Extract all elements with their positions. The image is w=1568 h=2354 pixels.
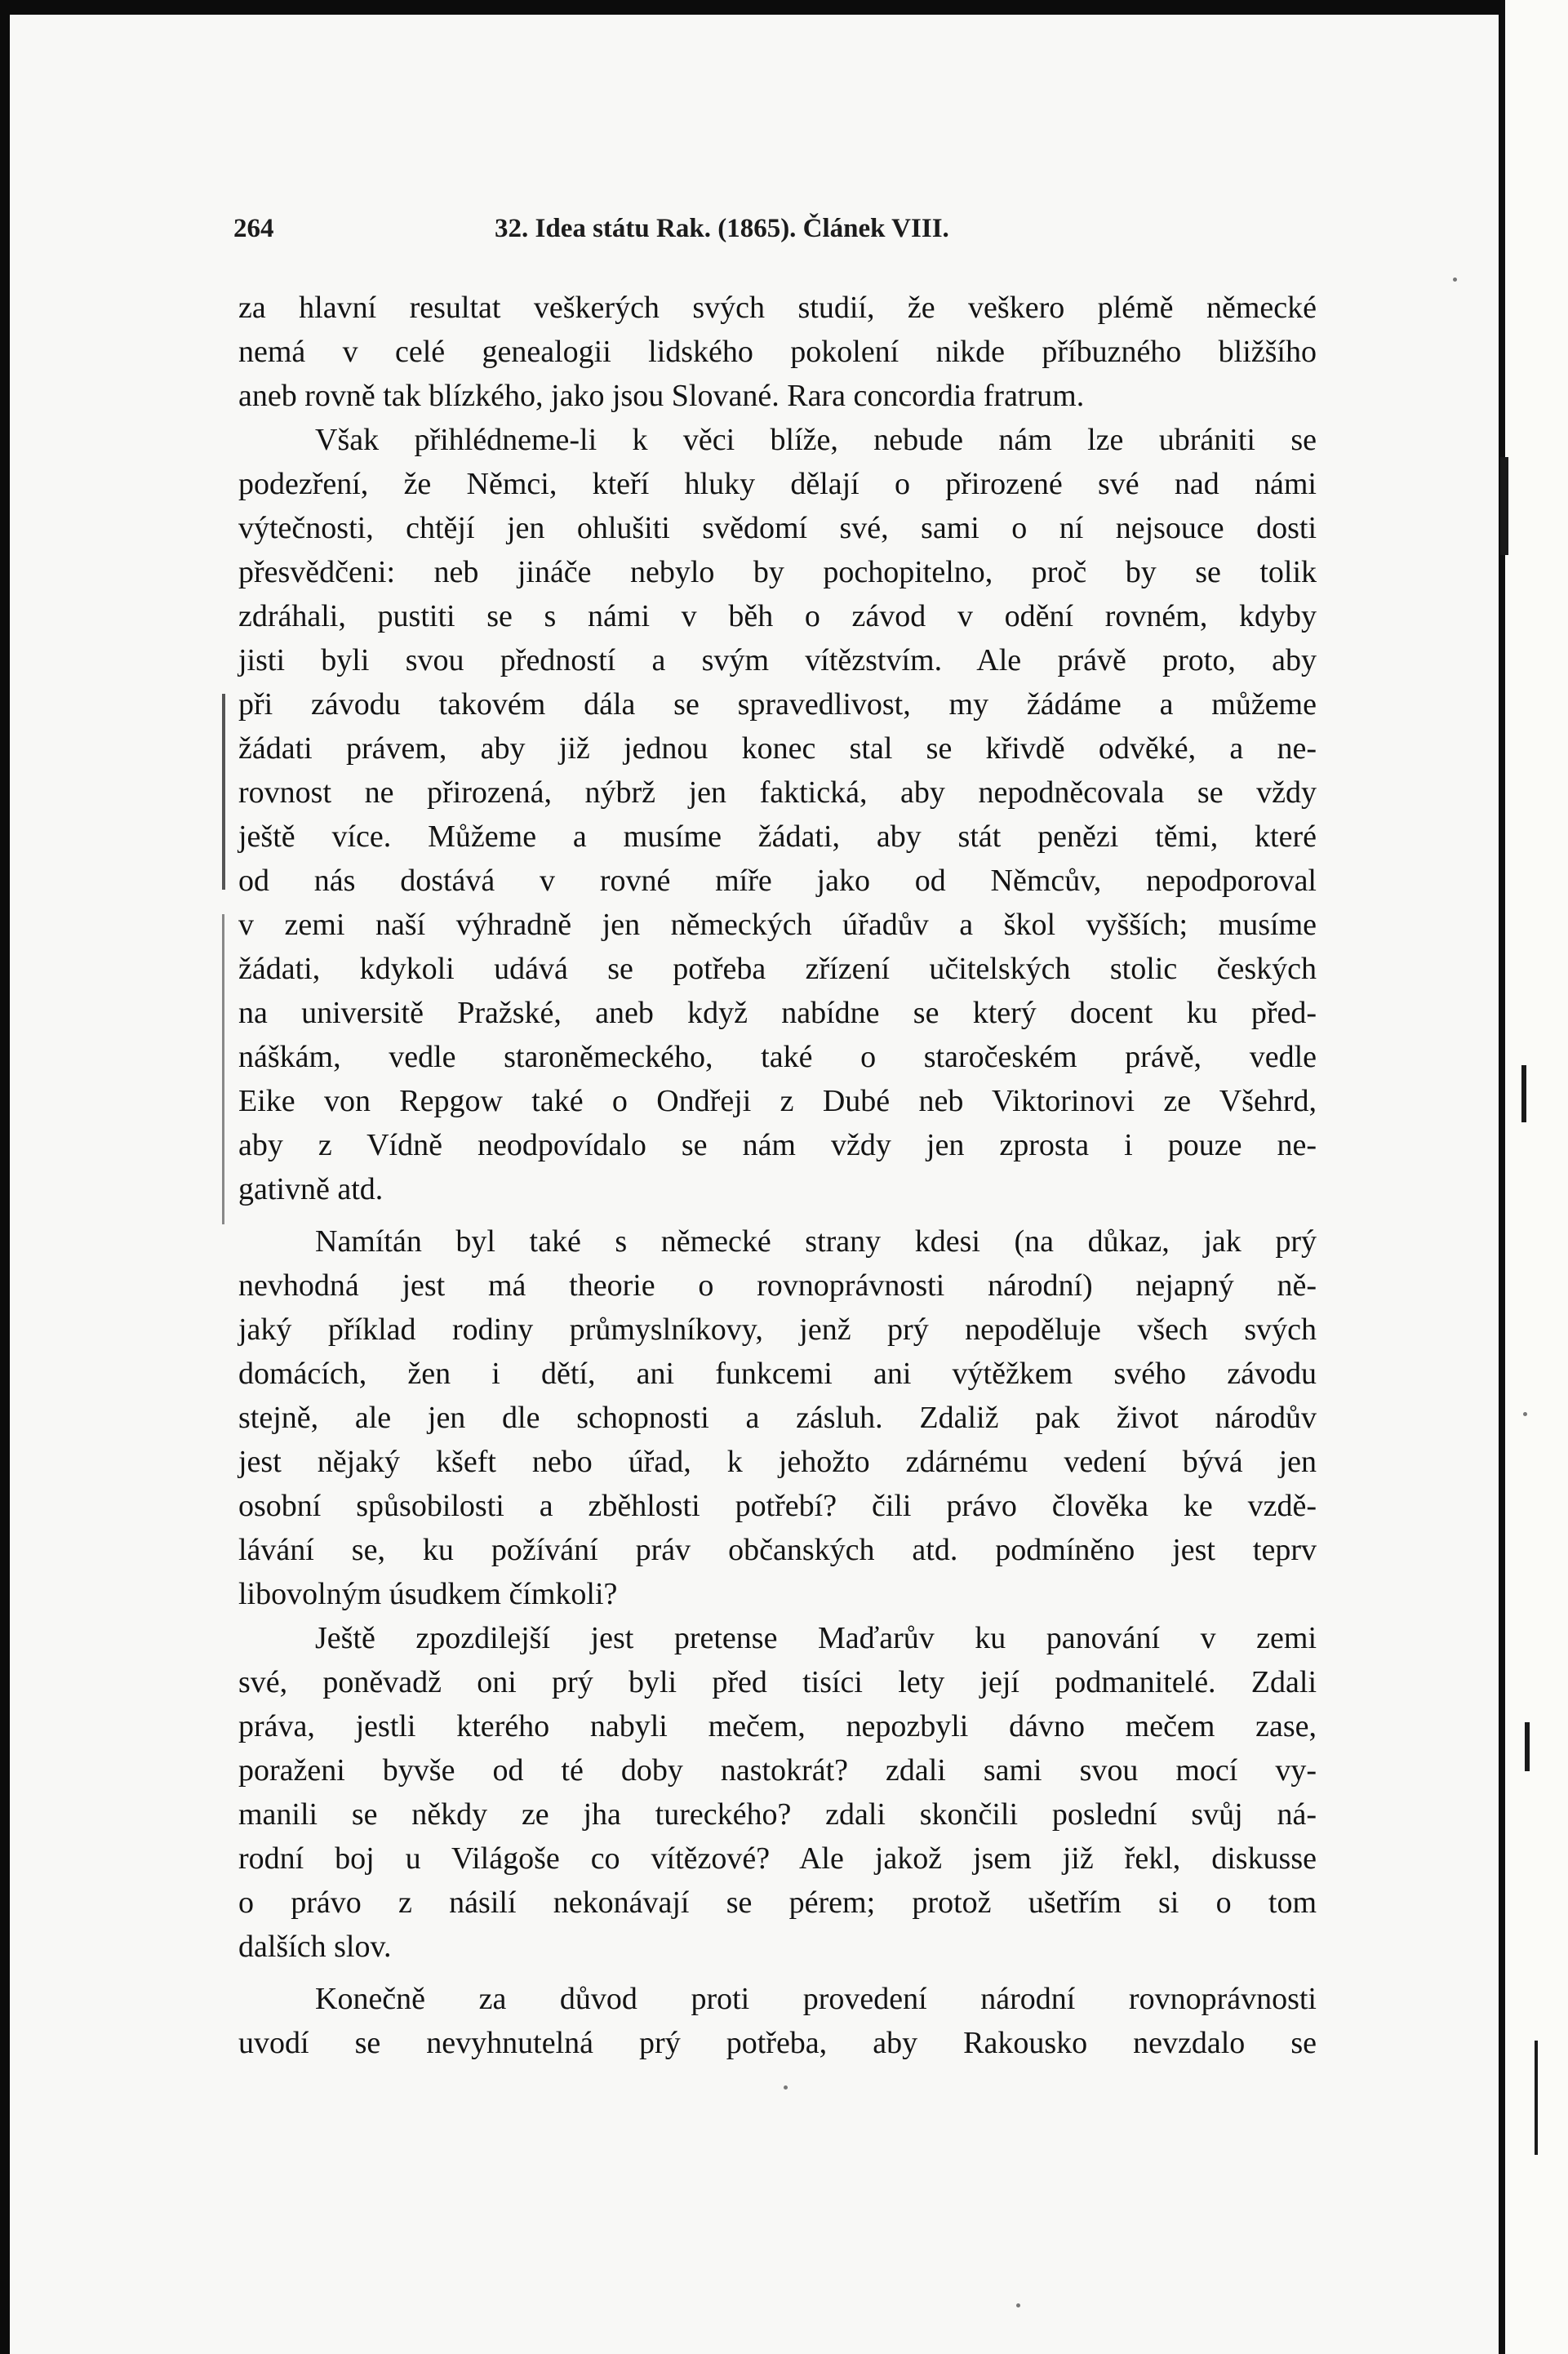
speck bbox=[1016, 2303, 1020, 2307]
text-line: Však přihlédneme-li k věci blíže, nebude nám lze ubrániti se bbox=[315, 423, 1317, 457]
text-line: ještě více. Můžeme a musíme žádati, aby stát penězi těmi, které bbox=[238, 819, 1317, 854]
text-line: rovnost ne přirozená, nýbrž jen faktická, aby nepodněcovala se vždy bbox=[238, 775, 1317, 810]
text-line: výtečnosti, chtějí jen ohlušiti svědomí své, sami o ní nejsouce dosti bbox=[238, 511, 1317, 545]
text-line: manili se někdy ze jha tureckého? zdali skončili poslední svůj ná- bbox=[238, 1797, 1317, 1832]
text-line: žádati, kdykoli udává se potřeba zřízení učitelských stolic českých bbox=[238, 952, 1317, 986]
text-line: dalších slov. bbox=[238, 1930, 392, 1964]
speck bbox=[1523, 1412, 1527, 1416]
text-line: aby z Vídně neodpovídalo se nám vždy jen zprosta i pouze ne- bbox=[238, 1128, 1317, 1162]
text-line: gativně atd. bbox=[238, 1172, 384, 1206]
text-line: rodní boj u Világoše co vítězové? Ale jakož jsem již řekl, diskusse bbox=[238, 1841, 1317, 1876]
text-line: jest nějaký kšeft nebo úřad, k jehožto zdárnému vedení bývá jen bbox=[238, 1445, 1317, 1479]
text-line: nevhodná jest má theorie o rovnoprávnosti národní) nejapný ně- bbox=[238, 1268, 1317, 1303]
text-line: stejně, ale jen dle schopnosti a zásluh. Zdaliž pak život národův bbox=[238, 1401, 1317, 1435]
text-line: lávání se, ku požívání práv občanských atd. podmíněno jest teprv bbox=[238, 1533, 1317, 1567]
speck bbox=[784, 2085, 788, 2090]
text-line: poraženi byvše od té doby nastokrát? zdali sami svou mocí vy- bbox=[238, 1753, 1317, 1788]
text-line: při závodu takovém dála se spravedlivost, my žádáme a můžeme bbox=[238, 687, 1317, 722]
body-text bbox=[238, 286, 1317, 2065]
text-line: uvodí se nevyhnutelná prý potřeba, aby Rakousko nevzdalo se bbox=[238, 2026, 1317, 2060]
edge-mark bbox=[1535, 2041, 1538, 2155]
text-line: osobní spůsobilosti a zběhlosti potřebí? čili právo člověka ke vzdě- bbox=[238, 1489, 1317, 1523]
text-line: na universitě Pražské, aneb když nabídne se který docent ku před- bbox=[238, 996, 1317, 1030]
text-line: žádati právem, aby již jednou konec stal se křivdě odvěké, a ne- bbox=[238, 731, 1317, 766]
edge-mark bbox=[1521, 1065, 1526, 1122]
text-line: libovolným úsudkem čímkoli? bbox=[238, 1577, 618, 1611]
page-number: 264 bbox=[233, 214, 274, 243]
text-line: přesvědčeni: neb jináče nebylo by pochopitelno, proč by se tolik bbox=[238, 555, 1317, 589]
edge-mark bbox=[1525, 1722, 1530, 1771]
text-line: jisti byli svou předností a svým vítězstvím. Ale právě proto, aby bbox=[238, 643, 1317, 677]
margin-mark bbox=[222, 694, 225, 890]
text-line: aneb rovně tak blízkého, jako jsou Slované. Rara concordia fratrum. bbox=[238, 379, 1085, 413]
text-line: v zemi naší výhradně jen německých úřadův a škol vyšších; musíme bbox=[238, 908, 1317, 942]
next-page-edge bbox=[1505, 0, 1568, 2354]
text-line: Eike von Repgow také o Ondřeji z Dubé neb Viktorinovi ze Všehrd, bbox=[238, 1084, 1317, 1118]
text-line: podezření, že Němci, kteří hluky dělají o přirozené své nad námi bbox=[238, 467, 1317, 501]
text-line: náškám, vedle staroněmeckého, také o staročeském právě, vedle bbox=[238, 1040, 1317, 1074]
text-line: jaký příklad rodiny průmyslníkovy, jenž prý nepoděluje všech svých bbox=[238, 1312, 1317, 1347]
margin-mark bbox=[222, 914, 224, 1224]
text-line: práva, jestli kterého nabyli mečem, nepozbyli dávno mečem zase, bbox=[238, 1709, 1317, 1743]
edge-mark bbox=[1500, 457, 1508, 555]
text-line: o právo z násilí nekonávají se pérem; protož ušetřím si o tom bbox=[238, 1885, 1317, 1920]
text-line: od nás dostává v rovné míře jako od Němcův, nepodporoval bbox=[238, 864, 1317, 898]
text-line: Namítán byl také s německé strany kdesi (na důkaz, jak prý bbox=[315, 1224, 1317, 1259]
text-line: Ještě zpozdilejší jest pretense Maďarův ku panování v zemi bbox=[315, 1621, 1317, 1655]
text-line: nemá v celé genealogii lidského pokolení nikde příbuzného bližšího bbox=[238, 335, 1317, 369]
text-line: zdráhali, pustiti se s námi v běh o závod v odění rovném, kdyby bbox=[238, 599, 1317, 633]
text-line: domácích, žen i dětí, ani funkcemi ani výtěžkem svého závodu bbox=[238, 1357, 1317, 1391]
speck bbox=[1453, 278, 1457, 282]
running-title: 32. Idea státu Rak. (1865). Článek VIII. bbox=[495, 214, 949, 243]
text-line: Konečně za důvod proti provedení národní rovnoprávnosti bbox=[315, 1982, 1317, 2016]
text-line: své, poněvadž oni prý byli před tisíci lety její podmanitelé. Zdali bbox=[238, 1665, 1317, 1699]
text-line: za hlavní resultat veškerých svých studií, že veškero plémě německé bbox=[238, 291, 1317, 325]
page-header bbox=[233, 214, 1319, 255]
